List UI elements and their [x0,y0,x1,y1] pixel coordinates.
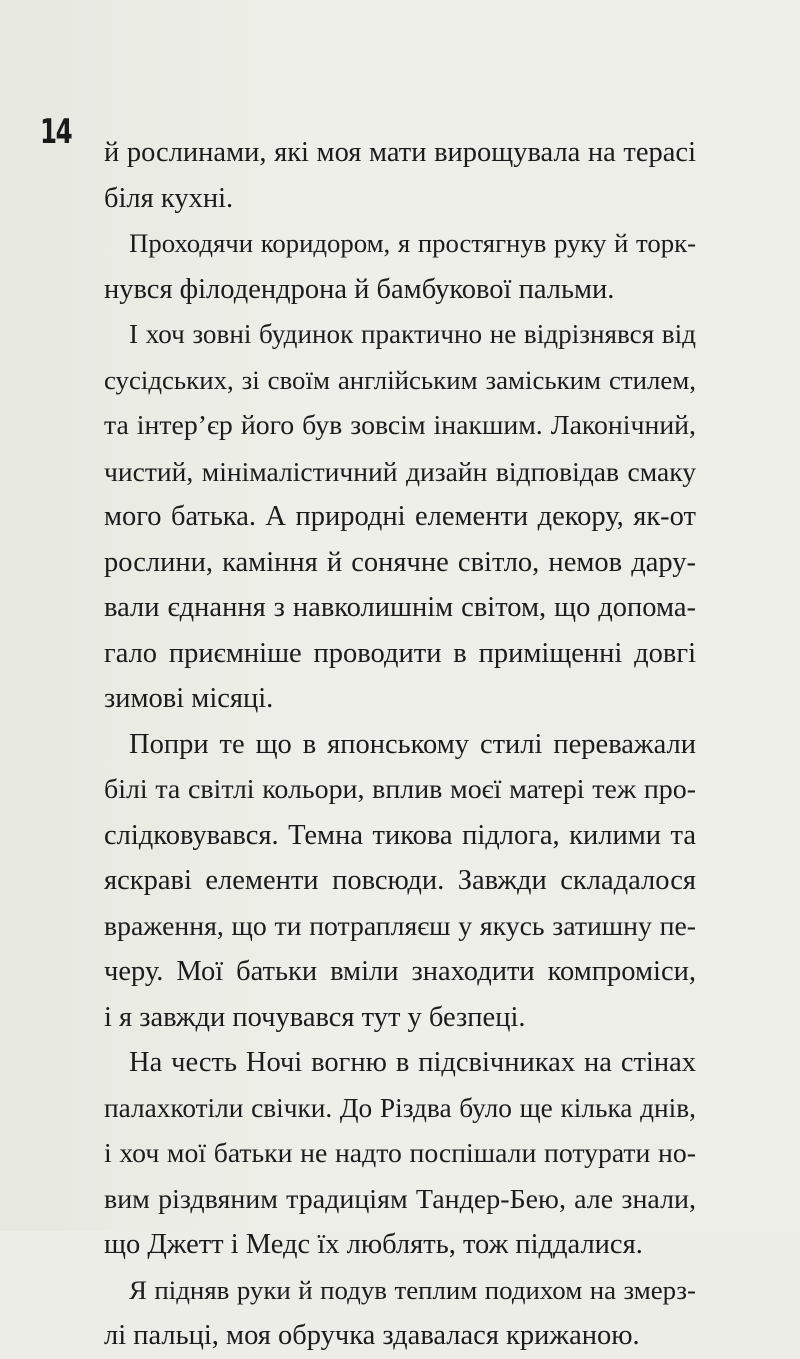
text-line: і я завжди почувався тут у безпеці. [104,1001,526,1033]
text-line: й рослинами, які моя мати вирощувала на терасі [104,137,696,168]
paragraph [104,722,696,1041]
text-line: Я підняв руки й подув теплим подихом на змерз- [129,1274,696,1305]
text-line: та інтер’єр його був зовсім інакшим. Лаконічний, [104,410,696,441]
text-line: біля кухні. [104,182,234,214]
text-line: яскраві елементи повсюди. Завжди складалося [104,865,696,896]
text-line: Попри те що в японському стилі переважали [129,728,696,760]
text-line: що Джетт і Медс їх люблять, тож піддалися. [104,1229,643,1260]
text-line: нувся філодендрона й бамбукової пальми. [104,273,615,305]
text-line: враження, що ти потрапляєш у якусь затишну пе- [104,910,696,942]
paragraph [104,1040,696,1268]
text-line: лі пальці, моя обручка здавалася крижаною. [104,1320,640,1351]
text-line: зимові місяці. [104,683,274,714]
text-line: мого батька. А природні елементи декору, як-от [104,501,696,532]
text-line: палахкотіли свічки. До Різдва було ще кілька днів, [104,1092,696,1123]
text-line: І хоч зовні будинок практично не відрізнявся від [129,319,696,349]
text-line: вим різдвяним традиціям Тандер-Бею, але знали, [104,1183,696,1215]
paragraph [104,221,696,312]
text-line: Проходячи коридором, я простягнув руку й торк- [129,228,696,258]
text-line: білі та світлі кольори, вплив моєї матері теж про- [104,774,696,805]
paragraph [104,312,696,722]
text-line: чистий, мінімалістичний дизайн відповідав смаку [104,455,696,487]
text-line: черу. Мої батьки вміли знаходити компроміси, [104,956,696,987]
paragraph [104,1268,696,1359]
paragraph [104,130,696,221]
text-line: вали єднання з навколишнім світом, що допома- [104,592,696,623]
text-line: і хоч мої батьки не надто поспішали потурати но- [104,1138,696,1169]
body-text [104,130,696,1359]
text-line: слідковувався. Темна тикова підлога, килими та [104,819,696,851]
page-number: 14 [40,112,72,152]
text-line: На честь Ночі вогню в підсвічниках на стінах [129,1047,696,1078]
text-line: сусідських, зі своїм англійським заміським стилем, [104,364,696,395]
text-line: гало приємніше проводити в приміщенні довгі [104,637,696,669]
text-line: рослини, каміння й сонячне світло, немов дару- [104,546,696,578]
